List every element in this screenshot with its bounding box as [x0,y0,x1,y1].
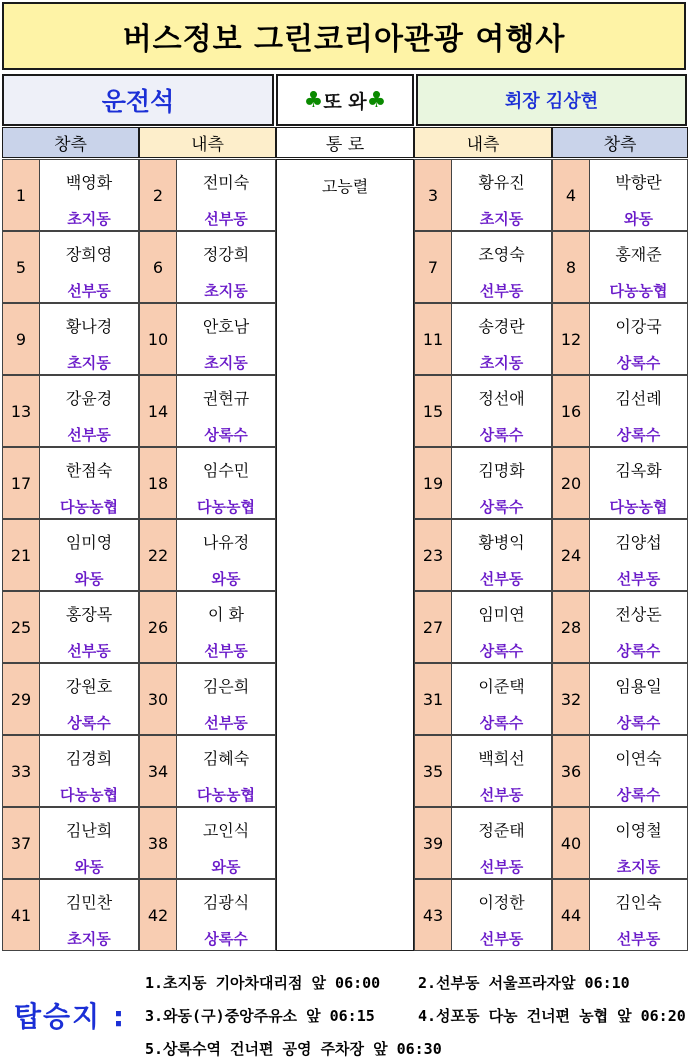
pickup-stop: 와동 [211,858,241,876]
pickup-stop: 다농농협 [60,498,118,516]
seat-number: 31 [415,664,452,734]
chairman-label: 회장 김상현 [416,74,687,126]
seat-number: 12 [553,304,590,374]
passenger-name: 이강국 [615,317,662,336]
seat-number: 33 [3,736,40,806]
passenger-name: 이영철 [615,821,662,840]
passenger-name: 정강희 [202,245,250,264]
seat-number: 17 [3,448,40,518]
seat-number: 1 [3,160,40,230]
seat [552,663,688,735]
seat [139,231,276,303]
passenger-name: 고인식 [202,821,250,840]
seat [552,879,688,951]
passenger-name: 한점숙 [65,461,113,480]
club-icon: ♣ [366,87,387,113]
seat [414,303,552,375]
passenger-name: 홍재준 [615,245,662,264]
seat-number: 26 [140,592,177,662]
col-header-left-window: 창측 [2,127,139,158]
seat [414,879,552,951]
pickup-stop: 상록수 [616,642,661,660]
passenger-name: 김인숙 [615,893,662,912]
passenger-name: 전미숙 [202,173,250,192]
passenger-name: 김광식 [202,893,250,912]
pickup-stop: 초지동 [204,282,248,300]
passenger-name: 백희선 [478,749,525,768]
seat [139,303,276,375]
pickup-stop: 상록수 [616,714,661,732]
pickup-stop: 와동 [74,570,104,588]
seat-number: 13 [3,376,40,446]
pickup-stop: 선부동 [67,426,111,444]
passenger-name: 이준택 [478,677,525,696]
seat-number: 44 [553,880,590,950]
seat [2,519,139,591]
passenger-name: 이연숙 [615,749,662,768]
seat [2,591,139,663]
pickup-label: 탑승지 : [14,1000,127,1033]
seat-number: 5 [3,232,40,302]
pickup-stop: 선부동 [67,282,111,300]
seat [2,735,139,807]
passenger-name: 권현규 [202,389,250,408]
seat [2,447,139,519]
pickup-stop: 상록수 [479,498,524,516]
seat [139,447,276,519]
pickup-stop: 선부동 [479,282,524,300]
seat [552,375,688,447]
seat [2,303,139,375]
passenger-name: 강윤경 [65,389,113,408]
passenger-name: 강원호 [65,677,113,696]
passenger-name: 임미연 [478,605,525,624]
seat-number: 27 [415,592,452,662]
seat [2,663,139,735]
seat-number: 15 [415,376,452,446]
pickup-stop: 선부동 [479,786,524,804]
seat [139,879,276,951]
pickup-stop: 선부동 [67,642,111,660]
seat [414,591,552,663]
pickup-stop: 상록수 [204,426,248,444]
passenger-name: 홍장목 [65,605,113,624]
seat-number: 2 [140,160,177,230]
pickup-stop: 다농농협 [60,786,118,804]
seat-number: 11 [415,304,452,374]
pickup-stop: 와동 [624,210,653,228]
seat [139,591,276,663]
passenger-name: 김민찬 [65,893,113,912]
pickup-item: 5.상록수역 건너편 공영 주차장 앞 06:30 [145,1040,442,1058]
passenger-name: 임미영 [65,533,113,552]
logo-box [276,74,414,126]
seat [2,807,139,879]
seat [2,375,139,447]
passenger-name: 나유정 [202,533,250,552]
pickup-item: 3.와동(구)중앙주유소 앞 06:15 [145,1007,375,1025]
pickup-stop: 선부동 [479,930,524,948]
passenger-name: 김양섭 [615,533,662,552]
seat-number: 35 [415,736,452,806]
seat-number: 42 [140,880,177,950]
pickup-stop: 상록수 [616,354,661,372]
passenger-name: 임수민 [202,461,250,480]
passenger-name: 조영숙 [478,245,525,264]
pickup-stop: 상록수 [616,426,661,444]
pickup-stop: 초지동 [67,930,111,948]
pickup-stop: 와동 [74,858,104,876]
passenger-name: 정선애 [478,389,525,408]
seat-number: 40 [553,808,590,878]
passenger-name: 황유진 [478,173,525,192]
seat-number: 30 [140,664,177,734]
pickup-stop: 상록수 [67,714,111,732]
col-header-aisle: 통 로 [276,127,414,158]
seat-number: 41 [3,880,40,950]
passenger-name: 송경란 [478,317,525,336]
seat-number: 8 [553,232,590,302]
seat-number: 24 [553,520,590,590]
pickup-item: 4.성포동 다농 건너편 농협 앞 06:20 [418,1007,686,1025]
passenger-name: 김난희 [65,821,113,840]
seat [2,159,139,231]
pickup-stop: 다농농협 [609,498,668,516]
pickup-stop: 초지동 [67,210,111,228]
pickup-stop: 초지동 [479,354,524,372]
seat [139,735,276,807]
seat [414,375,552,447]
pickup-stop: 초지동 [204,354,248,372]
pickup-stop: 초지동 [616,858,661,876]
seat-number: 28 [553,592,590,662]
club-icon: ♣ [303,87,324,113]
passenger-name: 임용일 [615,677,662,696]
seat-number: 29 [3,664,40,734]
seat-number: 16 [553,376,590,446]
pickup-stop: 선부동 [616,570,661,588]
pickup-stop: 선부동 [204,642,248,660]
col-header-right-window: 창측 [552,127,688,158]
seat [139,519,276,591]
driver-seat: 운전석 [2,74,274,126]
page-title: 버스정보 그린코리아관광 여행사 [2,2,686,70]
passenger-name: 김혜숙 [202,749,250,768]
passenger-name: 김옥화 [615,461,662,480]
seat-number: 20 [553,448,590,518]
pickup-stop: 선부동 [479,570,524,588]
seat [139,375,276,447]
passenger-name: 김선례 [615,389,662,408]
seat [552,807,688,879]
passenger-name: 이 화 [208,605,244,624]
seat-number: 34 [140,736,177,806]
pickup-stop: 선부동 [204,210,248,228]
seat-number: 39 [415,808,452,878]
seat-number: 6 [140,232,177,302]
seat [414,807,552,879]
seat-number: 38 [140,808,177,878]
seat [552,735,688,807]
pickup-stop: 와동 [211,570,241,588]
seat-number: 22 [140,520,177,590]
seat-number: 3 [415,160,452,230]
seat-number: 9 [3,304,40,374]
seat [414,231,552,303]
seat-number: 14 [140,376,177,446]
seat [139,159,276,231]
seat [139,663,276,735]
passenger-name: 전상돈 [615,605,662,624]
logo-text: 또 와 [323,90,367,113]
seat-number: 4 [553,160,590,230]
pickup-stop: 다농농협 [197,498,255,516]
passenger-name: 이정한 [478,893,525,912]
seat [139,807,276,879]
pickup-stop: 선부동 [616,930,661,948]
seat-number: 18 [140,448,177,518]
seat [552,303,688,375]
pickup-stop: 상록수 [479,426,524,444]
seat [552,591,688,663]
col-header-left-inner: 내측 [139,127,276,158]
seat [552,447,688,519]
passenger-name: 정준태 [478,821,525,840]
seat-number: 25 [3,592,40,662]
passenger-name: 김은희 [202,677,250,696]
passenger-name: 황병익 [478,533,525,552]
seat-number: 43 [415,880,452,950]
pickup-stop: 선부동 [479,858,524,876]
seat-number: 37 [3,808,40,878]
pickup-stop: 상록수 [204,930,248,948]
passenger-name: 황나경 [65,317,113,336]
seat [2,231,139,303]
seat [552,519,688,591]
pickup-stop: 상록수 [479,642,524,660]
seat-number: 19 [415,448,452,518]
seat-number: 10 [140,304,177,374]
pickup-stop: 선부동 [204,714,248,732]
passenger-name: 김경희 [65,749,113,768]
seat [414,447,552,519]
pickup-stop: 초지동 [67,354,111,372]
seat [414,159,552,231]
seat [552,231,688,303]
seat-number: 21 [3,520,40,590]
seat [552,159,688,231]
seat [414,735,552,807]
pickup-stop: 다농농협 [197,786,255,804]
passenger-name: 박향란 [615,173,662,192]
seat [414,519,552,591]
seat-number: 7 [415,232,452,302]
pickup-stop: 상록수 [616,786,661,804]
seat-number: 32 [553,664,590,734]
aisle-caption: 고능렬 [321,177,369,196]
col-header-right-inner: 내측 [414,127,552,158]
seat [2,879,139,951]
pickup-stop: 다농농협 [609,282,668,300]
seat [414,663,552,735]
pickup-item: 2.선부동 서울프라자앞 06:10 [418,974,630,992]
seat-number: 23 [415,520,452,590]
passenger-name: 백영화 [65,173,113,192]
seat-number: 36 [553,736,590,806]
passenger-name: 김명화 [478,461,525,480]
passenger-name: 안호남 [202,317,250,336]
pickup-stop: 초지동 [479,210,524,228]
pickup-item: 1.초지동 기아차대리점 앞 06:00 [145,974,381,992]
aisle [276,159,414,951]
pickup-stop: 상록수 [479,714,524,732]
passenger-name: 장희영 [65,245,113,264]
